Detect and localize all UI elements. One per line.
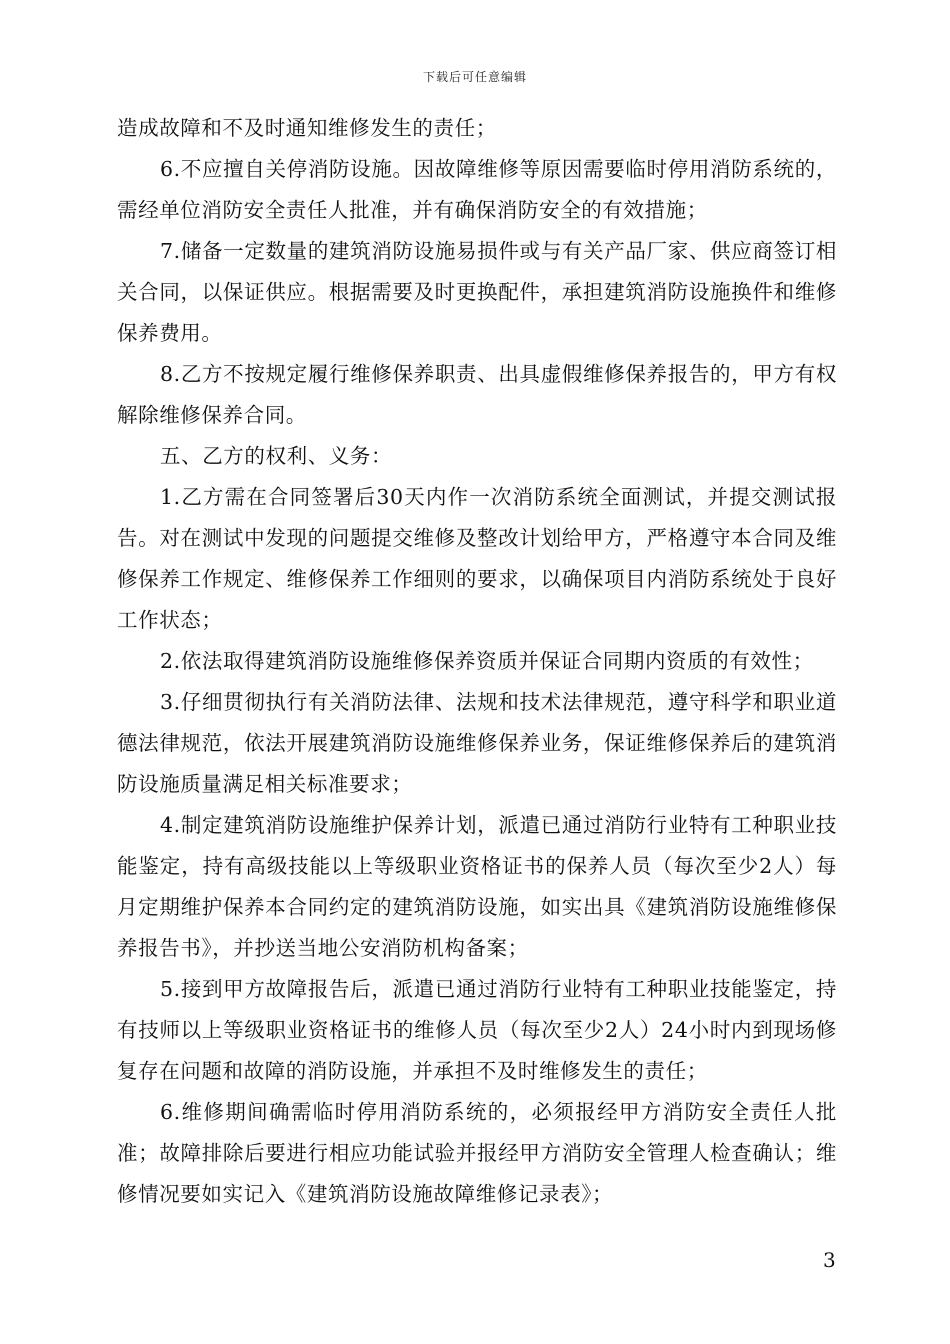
paragraph: 6.不应擅自关停消防设施。因故障维修等原因需要临时停用消防系统的，需经单位消防安全责任人批准，并有确保消防安全的有效措施； bbox=[117, 157, 837, 222]
paragraph: 6.维修期间确需临时停用消防系统的，必须报经甲方消防安全责任人批准；故障排除后要进行相应功能试验并报经甲方消防安全管理人检查确认；维修情况要如实记入《建筑消防设施故障维修记录表》； bbox=[117, 1100, 837, 1206]
paragraph: 1.乙方需在合同签署后30天内作一次消防系统全面测试，并提交测试报告。对在测试中发现的问题提交维修及整改计划给甲方，严格遵守本合同及维修保养工作规定、维修保养工作细则的要求，以确保项目内消防系统处于良好工作状态； bbox=[117, 485, 837, 632]
paragraph: 7.储备一定数量的建筑消防设施易损件或与有关产品厂家、供应商签订相关合同，以保证供应。根据需要及时更换配件，承担建筑消防设施换件和维修保养费用。 bbox=[117, 239, 837, 345]
page-header: 下载后可任意编辑 bbox=[422, 70, 527, 84]
document-body bbox=[117, 108, 837, 1215]
paragraph: 3.仔细贯彻执行有关消防法律、法规和技术法律规范，遵守科学和职业道德法律规范，依法开展建筑消防设施维修保养业务，保证维修保养后的建筑消防设施质量满足相关标准要求； bbox=[117, 690, 837, 796]
paragraph: 2.依法取得建筑消防设施维修保养资质并保证合同期内资质的有效性； bbox=[160, 649, 814, 673]
paragraph: 4.制定建筑消防设施维护保养计划，派遣已通过消防行业特有工种职业技能鉴定，持有高级技能以上等级职业资格证书的保养人员（每次至少2人）每月定期维护保养本合同约定的建筑消防设施，如实出具《建筑消防设施维修保养报告书》，并抄送当地公安消防机构备案； bbox=[117, 813, 837, 960]
section-heading: 五、乙方的权利、义务： bbox=[160, 444, 393, 468]
paragraph: 5.接到甲方故障报告后，派遣已通过消防行业特有工种职业技能鉴定，持有技师以上等级职业资格证书的维修人员（每次至少2人）24小时内到现场修复存在问题和故障的消防设施，并承担不及时维修发生的责任； bbox=[117, 977, 837, 1083]
paragraph: 8.乙方不按规定履行维修保养职责、出具虚假维修保养报告的，甲方有权解除维修保养合同。 bbox=[117, 362, 837, 427]
page-number: 3 bbox=[823, 1248, 836, 1272]
paragraph: 造成故障和不及时通知维修发生的责任； bbox=[117, 116, 497, 140]
